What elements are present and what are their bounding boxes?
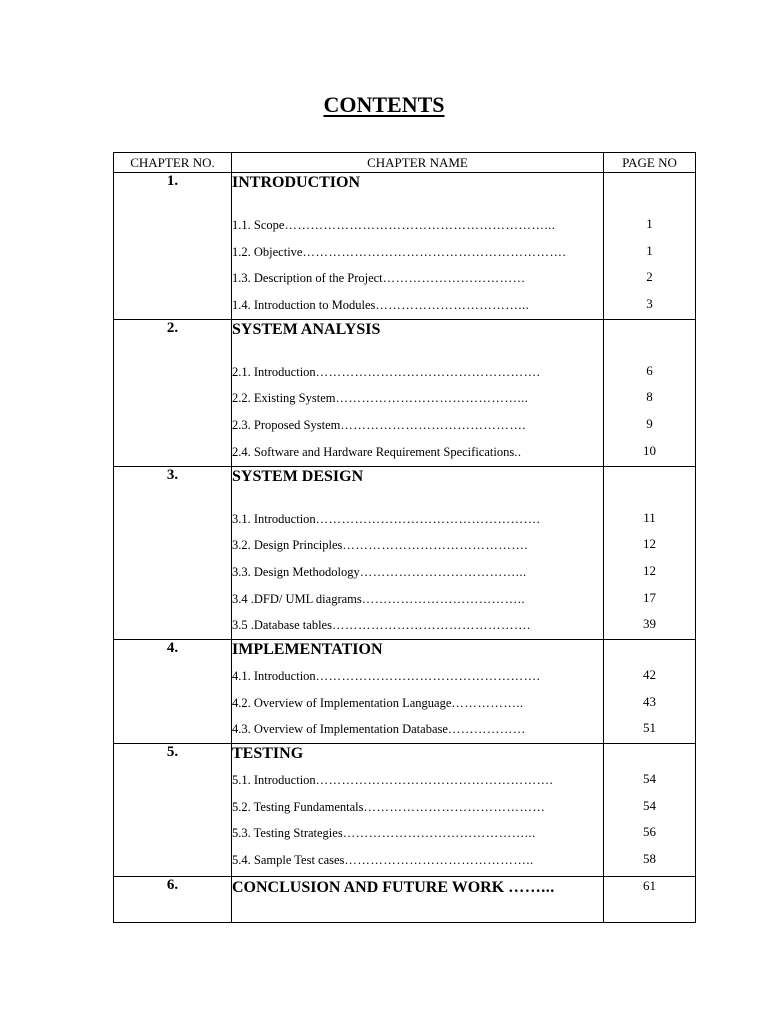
leader-dots: ……………………………………... (335, 391, 529, 406)
section-entry (232, 559, 603, 586)
page-number-cell (604, 319, 696, 466)
section-entry (232, 586, 603, 613)
chapter-number: 1. (114, 173, 232, 320)
page-number: 39 (643, 616, 656, 632)
section-label: 3.5 .Database tables (232, 618, 332, 633)
section-label: 3.1. Introduction (232, 511, 316, 526)
chapter-number: 3. (114, 466, 232, 639)
leader-dots: ……………………………………………. (315, 668, 541, 683)
chapter-title: SYSTEM DESIGN (232, 467, 364, 485)
page-number: 6 (646, 362, 653, 378)
section-entry (232, 663, 603, 690)
chapter-title (232, 877, 603, 899)
section-label: 5.4. Sample Test cases (232, 853, 345, 868)
section-label: 2.1. Introduction (232, 364, 316, 379)
chapter-title: TESTING (232, 745, 304, 762)
leader-dots: …………………………………….. (344, 853, 534, 868)
section-entry (232, 359, 603, 386)
page-number: 51 (643, 720, 656, 736)
page-number: 43 (643, 693, 656, 709)
page-number: 54 (643, 771, 656, 786)
chapter-title: IMPLEMENTATION (232, 640, 383, 658)
section-label: 3.2. Design Principles (232, 538, 343, 553)
section-label: 4.1. Introduction (232, 668, 316, 683)
chapter-title-text: CONCLUSION AND FUTURE WORK (232, 879, 505, 896)
leader-dots: ……………………………………………. (315, 364, 541, 379)
chapter-number: 4. (114, 639, 232, 743)
contents-table (113, 152, 696, 923)
leader-dots: ……………………………………. (342, 538, 529, 553)
page-number: 1 (646, 242, 653, 258)
chapter-name-cell (232, 744, 604, 877)
leader-dots: ……………… (447, 722, 526, 737)
chapter-title: INTRODUCTION (232, 174, 361, 191)
chapter-row (114, 744, 696, 877)
page-number: 2 (646, 269, 653, 285)
page-number: 42 (643, 666, 656, 682)
chapter-name-cell (232, 319, 604, 466)
leader-dots: ……………………………….. (361, 591, 525, 606)
page-number: 12 (643, 562, 656, 578)
section-entry (232, 385, 603, 412)
page-number: 58 (643, 851, 656, 867)
leader-dots: ………………………………………………. (315, 773, 554, 787)
chapter-row (114, 466, 696, 639)
section-label: 4.2. Overview of Implementation Language (232, 695, 452, 710)
chapter-name-cell (232, 466, 604, 639)
section-label: 5.3. Testing Strategies (232, 826, 343, 841)
chapter-name-cell (232, 877, 604, 923)
section-label: 5.1. Introduction (232, 773, 316, 787)
leader-dots: .. (514, 444, 522, 459)
section-entry (232, 612, 603, 639)
chapter-row (114, 173, 696, 320)
page-number: 11 (643, 509, 656, 525)
page-number: 17 (643, 589, 656, 605)
page-number: 12 (643, 536, 656, 552)
page-number-cell (604, 744, 696, 877)
header-chapter-name: CHAPTER NAME (232, 153, 604, 173)
spacer (232, 339, 603, 359)
chapter-name-cell (232, 639, 604, 743)
page-number: 54 (643, 797, 656, 813)
page-number-cell (604, 466, 696, 639)
section-label: 1.2. Objective (232, 244, 303, 259)
leader-dots: ……... (508, 879, 555, 896)
page-number: 10 (643, 442, 656, 458)
page-number: 61 (643, 878, 656, 893)
page-number-cell (604, 173, 696, 320)
section-label: 2.3. Proposed System (232, 418, 341, 433)
section-entry (232, 265, 603, 292)
leader-dots: ……………………………………………. (315, 511, 541, 526)
section-entry (232, 292, 603, 319)
section-entry (232, 412, 603, 439)
leader-dots: ………………………………... (359, 564, 527, 579)
section-entry (232, 439, 603, 466)
section-label: 5.2. Testing Fundamentals (232, 799, 364, 814)
leader-dots: ……………………………………………………... (284, 218, 556, 232)
spacer (604, 173, 695, 211)
section-label: 1.4. Introduction to Modules (232, 298, 376, 313)
chapter-row (114, 319, 696, 466)
spacer (232, 192, 603, 212)
section-entry (232, 239, 603, 266)
leader-dots: ……………………………………………………. (302, 244, 567, 259)
page-number: 56 (643, 824, 656, 840)
leader-dots: …………….. (451, 695, 524, 710)
section-entry (232, 820, 603, 847)
chapter-number: 5. (114, 744, 232, 877)
section-label: 3.4 .DFD/ UML diagrams (232, 591, 362, 606)
spacer (232, 486, 603, 506)
page-number: 9 (646, 416, 653, 432)
chapter-number: 6. (114, 877, 232, 923)
leader-dots: …………………………… (382, 271, 526, 286)
section-entry (232, 716, 603, 743)
table-header-row (114, 153, 696, 173)
spacer (604, 467, 695, 505)
spacer (604, 320, 695, 358)
section-entry (232, 690, 603, 717)
section-entry (232, 506, 603, 533)
chapter-row (114, 877, 696, 923)
leader-dots: ………………………………………. (331, 618, 531, 633)
spacer (604, 640, 695, 662)
leader-dots: ……………………………………. (340, 418, 526, 433)
section-entry (232, 794, 603, 821)
section-label: 2.2. Existing System (232, 391, 336, 406)
page-number: 8 (646, 389, 653, 405)
header-page-no: PAGE NO (604, 153, 696, 173)
section-label: 1.3. Description of the Project (232, 271, 383, 286)
section-entry (232, 767, 603, 794)
section-entry (232, 847, 603, 874)
section-label: 3.3. Design Methodology (232, 564, 360, 579)
chapter-number: 2. (114, 319, 232, 466)
chapter-name-cell (232, 173, 604, 320)
section-entry (232, 532, 603, 559)
section-entry (232, 212, 603, 239)
page-number: 1 (646, 216, 653, 231)
section-label: 1.1. Scope (232, 218, 285, 232)
leader-dots: …………………………………… (363, 799, 546, 814)
chapter-row (114, 639, 696, 743)
page-title: CONTENTS (323, 92, 445, 117)
header-chapter-no: CHAPTER NO. (114, 153, 232, 173)
section-label: 2.4. Software and Hardware Requirement Specifications (232, 444, 515, 459)
spacer (604, 744, 695, 766)
leader-dots: ……………………………………... (342, 826, 536, 841)
chapter-title: SYSTEM ANALYSIS (232, 320, 381, 338)
page-number-cell (604, 639, 696, 743)
page-number-cell (604, 877, 696, 923)
page-number: 3 (646, 296, 653, 312)
leader-dots: ……………………………... (375, 298, 530, 313)
section-label: 4.3. Overview of Implementation Database (232, 722, 448, 737)
